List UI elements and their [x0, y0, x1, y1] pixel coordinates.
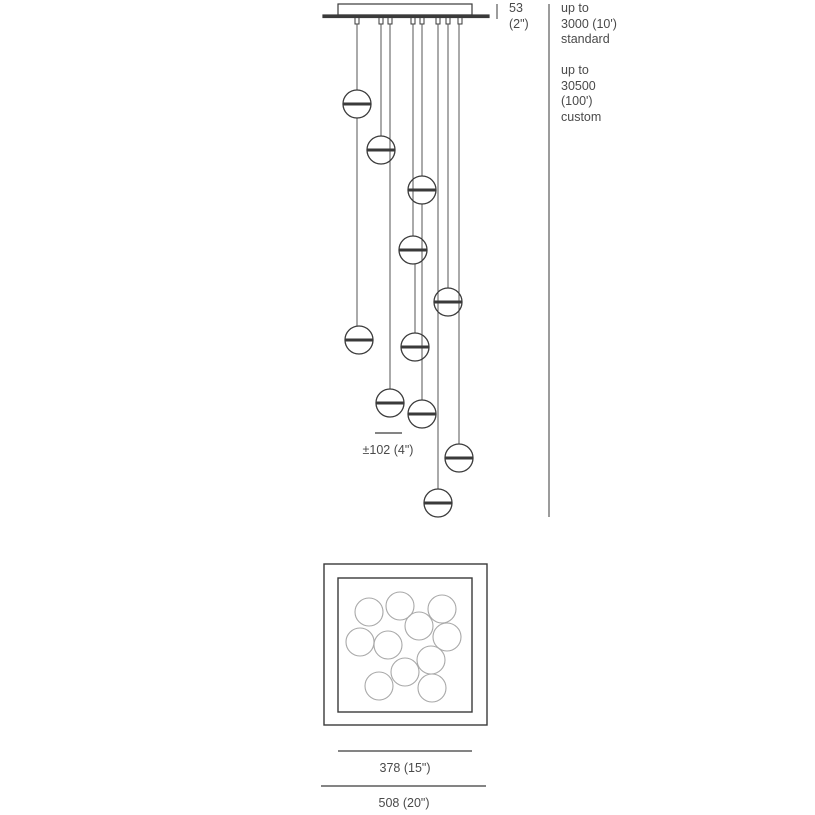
standard-drop-line1: up to	[561, 1, 589, 15]
globe-9	[408, 400, 436, 428]
custom-drop-line4: custom	[561, 109, 602, 124]
outer-canopy-outline	[324, 564, 487, 725]
globe-8	[376, 389, 404, 417]
pendant-diameter-label: ±102 (4")	[362, 443, 414, 457]
canopy-height-imperial: (2")	[509, 16, 529, 31]
elevation-view	[323, 4, 549, 517]
custom-drop-line3: (100')	[561, 94, 593, 108]
globe-3	[408, 176, 436, 204]
globe-6	[345, 326, 373, 354]
canopy-height-value: 53	[509, 1, 523, 15]
plan-globes	[346, 592, 461, 702]
canopy-top	[338, 4, 472, 15]
globe-5	[434, 288, 462, 316]
globe-1	[343, 90, 371, 118]
globe-10	[445, 444, 473, 472]
canopy-height-label	[509, 1, 529, 32]
pendant-cables	[357, 24, 459, 489]
globe-7	[401, 333, 429, 361]
outer-canopy-width-label: 508 (20")	[378, 796, 430, 810]
custom-drop-line1: up to	[561, 63, 589, 77]
canopy-plate	[323, 15, 489, 18]
globe-4	[399, 236, 427, 264]
globe-2	[367, 136, 395, 164]
standard-drop-line2: 3000 (10')	[561, 16, 617, 31]
inner-canopy-outline	[338, 578, 472, 712]
custom-drop-label	[561, 63, 601, 125]
inner-canopy-width-label: 378 (15")	[379, 761, 431, 775]
standard-drop-label	[561, 1, 617, 48]
globe-11	[424, 489, 452, 517]
custom-drop-line2: 30500	[561, 78, 596, 93]
plan-view	[321, 564, 487, 786]
standard-drop-line3: standard	[561, 32, 610, 46]
